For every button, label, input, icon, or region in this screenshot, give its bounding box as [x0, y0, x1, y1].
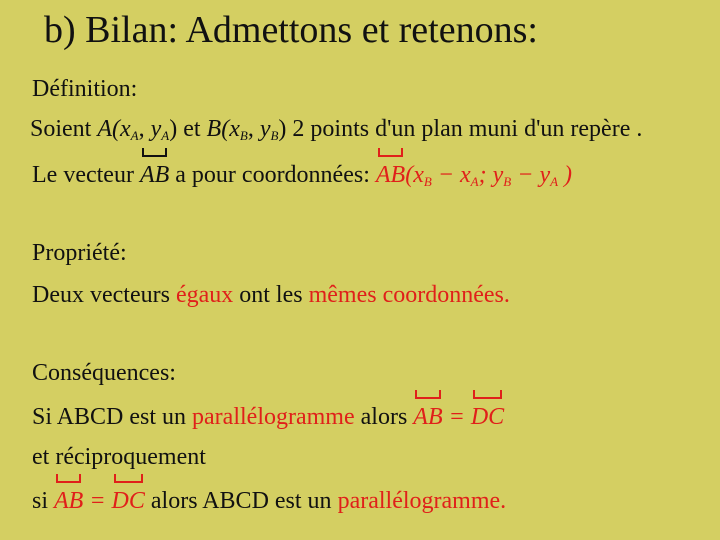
formula-ya-sub: A: [550, 174, 559, 189]
consequence3-equals: =: [89, 488, 106, 514]
consequence1-alors: alors: [354, 404, 414, 430]
comma-2: ,: [247, 116, 260, 142]
vector-middle-text: a pour coordonnées:: [169, 162, 376, 188]
vector-ab-formula: AB: [375, 162, 406, 188]
close-paren-1: ): [169, 116, 178, 142]
page-title: b) Bilan: Admettons et retenons:: [44, 9, 538, 51]
property-text-coordonnees: mêmes coordonnées.: [308, 282, 510, 308]
vector-ab: AB: [139, 162, 170, 188]
et-text: et: [177, 116, 207, 142]
soient-text: Soient: [30, 116, 92, 142]
consequence3-text: alors ABCD est un: [144, 488, 338, 514]
formula-open-paren: (: [405, 162, 414, 188]
point-a-label: A(: [97, 116, 120, 142]
definition-line-vector: [32, 160, 572, 190]
property-text-3: ont les: [233, 282, 309, 308]
comma-1: ,: [138, 116, 151, 142]
consequences-heading: Conséquences:: [32, 360, 176, 386]
xb-var: x: [229, 116, 240, 142]
property-heading: Propriété:: [32, 240, 127, 266]
xb-sub: B: [239, 128, 248, 143]
definition-heading: Définition:: [32, 76, 138, 102]
formula-xa-sub: A: [470, 174, 479, 189]
yb-sub: B: [270, 128, 279, 143]
points-rest-text: 2 points d'un plan muni d'un repère .: [286, 116, 643, 142]
yb-var: y: [259, 116, 271, 142]
property-text-1: Deux vecteurs: [32, 282, 176, 308]
consequence1-vector-ab: AB: [413, 404, 443, 430]
formula-xb-sub: B: [423, 174, 432, 189]
formula-separator: ;: [478, 162, 493, 188]
consequence3-si: si: [32, 488, 55, 514]
xa-var: x: [120, 116, 131, 142]
formula-ya: y: [539, 162, 551, 188]
close-paren-2: ): [278, 116, 287, 142]
property-text-egaux: égaux: [175, 282, 234, 308]
consequence3-vector-ab: AB: [54, 488, 84, 514]
consequence3-equation: [54, 488, 145, 514]
formula-yb-sub: B: [503, 174, 512, 189]
formula-yb: y: [492, 162, 504, 188]
consequence-line-3: [32, 486, 506, 516]
xa-sub: A: [130, 128, 139, 143]
vector-prefix-text: Le vecteur: [32, 162, 140, 188]
property-statement: [32, 280, 510, 310]
consequence3-parallelogramme: parallélogramme.: [337, 488, 507, 514]
consequence1-text-1: Si ABCD est un: [32, 404, 193, 430]
consequence3-vector-dc: DC: [111, 488, 145, 514]
consequence1-parallelogramme: parallélogramme: [192, 404, 355, 430]
consequence-line-1: [32, 402, 504, 432]
formula-close-paren: ): [558, 162, 573, 188]
consequence-line-2: et réciproquement: [32, 444, 206, 470]
consequence1-vector-dc: DC: [470, 404, 505, 430]
definition-line-points: [30, 114, 642, 144]
point-b-label: B(: [206, 116, 230, 142]
coordinates-formula: [376, 162, 572, 188]
ya-var: y: [150, 116, 162, 142]
ya-sub: A: [161, 128, 170, 143]
formula-xb: x: [413, 162, 424, 188]
consequence1-equals: =: [448, 404, 465, 430]
consequence1-equation: [413, 404, 504, 430]
formula-minus-1: −: [431, 162, 461, 188]
formula-xa: x: [460, 162, 471, 188]
formula-minus-2: −: [511, 162, 540, 188]
